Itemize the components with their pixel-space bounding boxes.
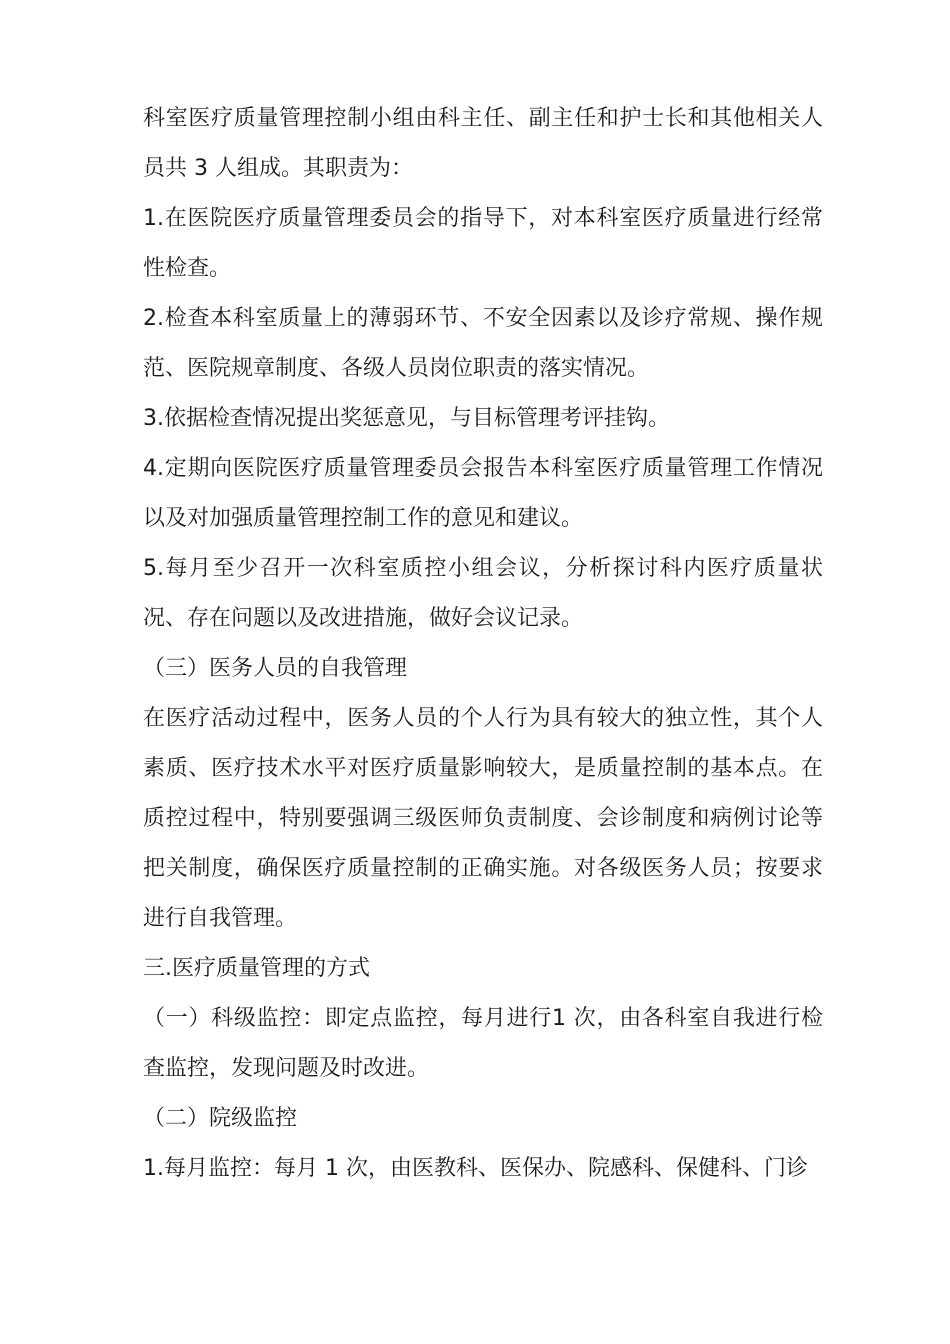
section-heading-management-methods: 三.医疗质量管理的方式 [143, 956, 370, 981]
paragraph-duty-1: 1.在医院医疗质量管理委员会的指导下，对本科室医疗质量进行经常性检查。 [143, 206, 823, 281]
paragraph-duty-2: 2.检查本科室质量上的薄弱环节、不安全因素以及诊疗常规、操作规范、医院规章制度、各级人员岗位职责的落实情况。 [143, 306, 823, 381]
paragraph-duty-3: 3.依据检查情况提出奖惩意见，与目标管理考评挂钩。 [143, 406, 670, 431]
paragraph-monthly-monitoring: 1.每月监控：每月 1 次，由医教科、医保办、院感科、保健科、门诊 [143, 1156, 808, 1181]
paragraph-department-monitoring: （一）科级监控：即定点监控，每月进行1 次，由各科室自我进行检查监控，发现问题及时改进。 [143, 1006, 823, 1081]
section-heading-hospital-monitoring: （二）院级监控 [143, 1106, 298, 1131]
paragraph-committee-intro: 科室医疗质量管理控制小组由科主任、副主任和护士长和其他相关人员共 3 人组成。其职责为： [143, 106, 823, 181]
document-body [143, 94, 823, 1194]
paragraph-self-management: 在医疗活动过程中，医务人员的个人行为具有较大的独立性，其个人素质、医疗技术水平对医疗质量影响较大，是质量控制的基本点。在质控过程中，特别要强调三级医师负责制度、会诊制度和病例讨论等把关制度，确保医疗质量控制的正确实施。对各级医务人员；按要求进行自我管理。 [143, 706, 823, 931]
paragraph-duty-4: 4.定期向医院医疗质量管理委员会报告本科室医疗质量管理工作情况以及对加强质量管理控制工作的意见和建议。 [143, 456, 823, 531]
section-heading-self-management: （三）医务人员的自我管理 [143, 656, 408, 681]
paragraph-duty-5: 5.每月至少召开一次科室质控小组会议，分析探讨科内医疗质量状况、存在问题以及改进措施，做好会议记录。 [143, 556, 823, 631]
